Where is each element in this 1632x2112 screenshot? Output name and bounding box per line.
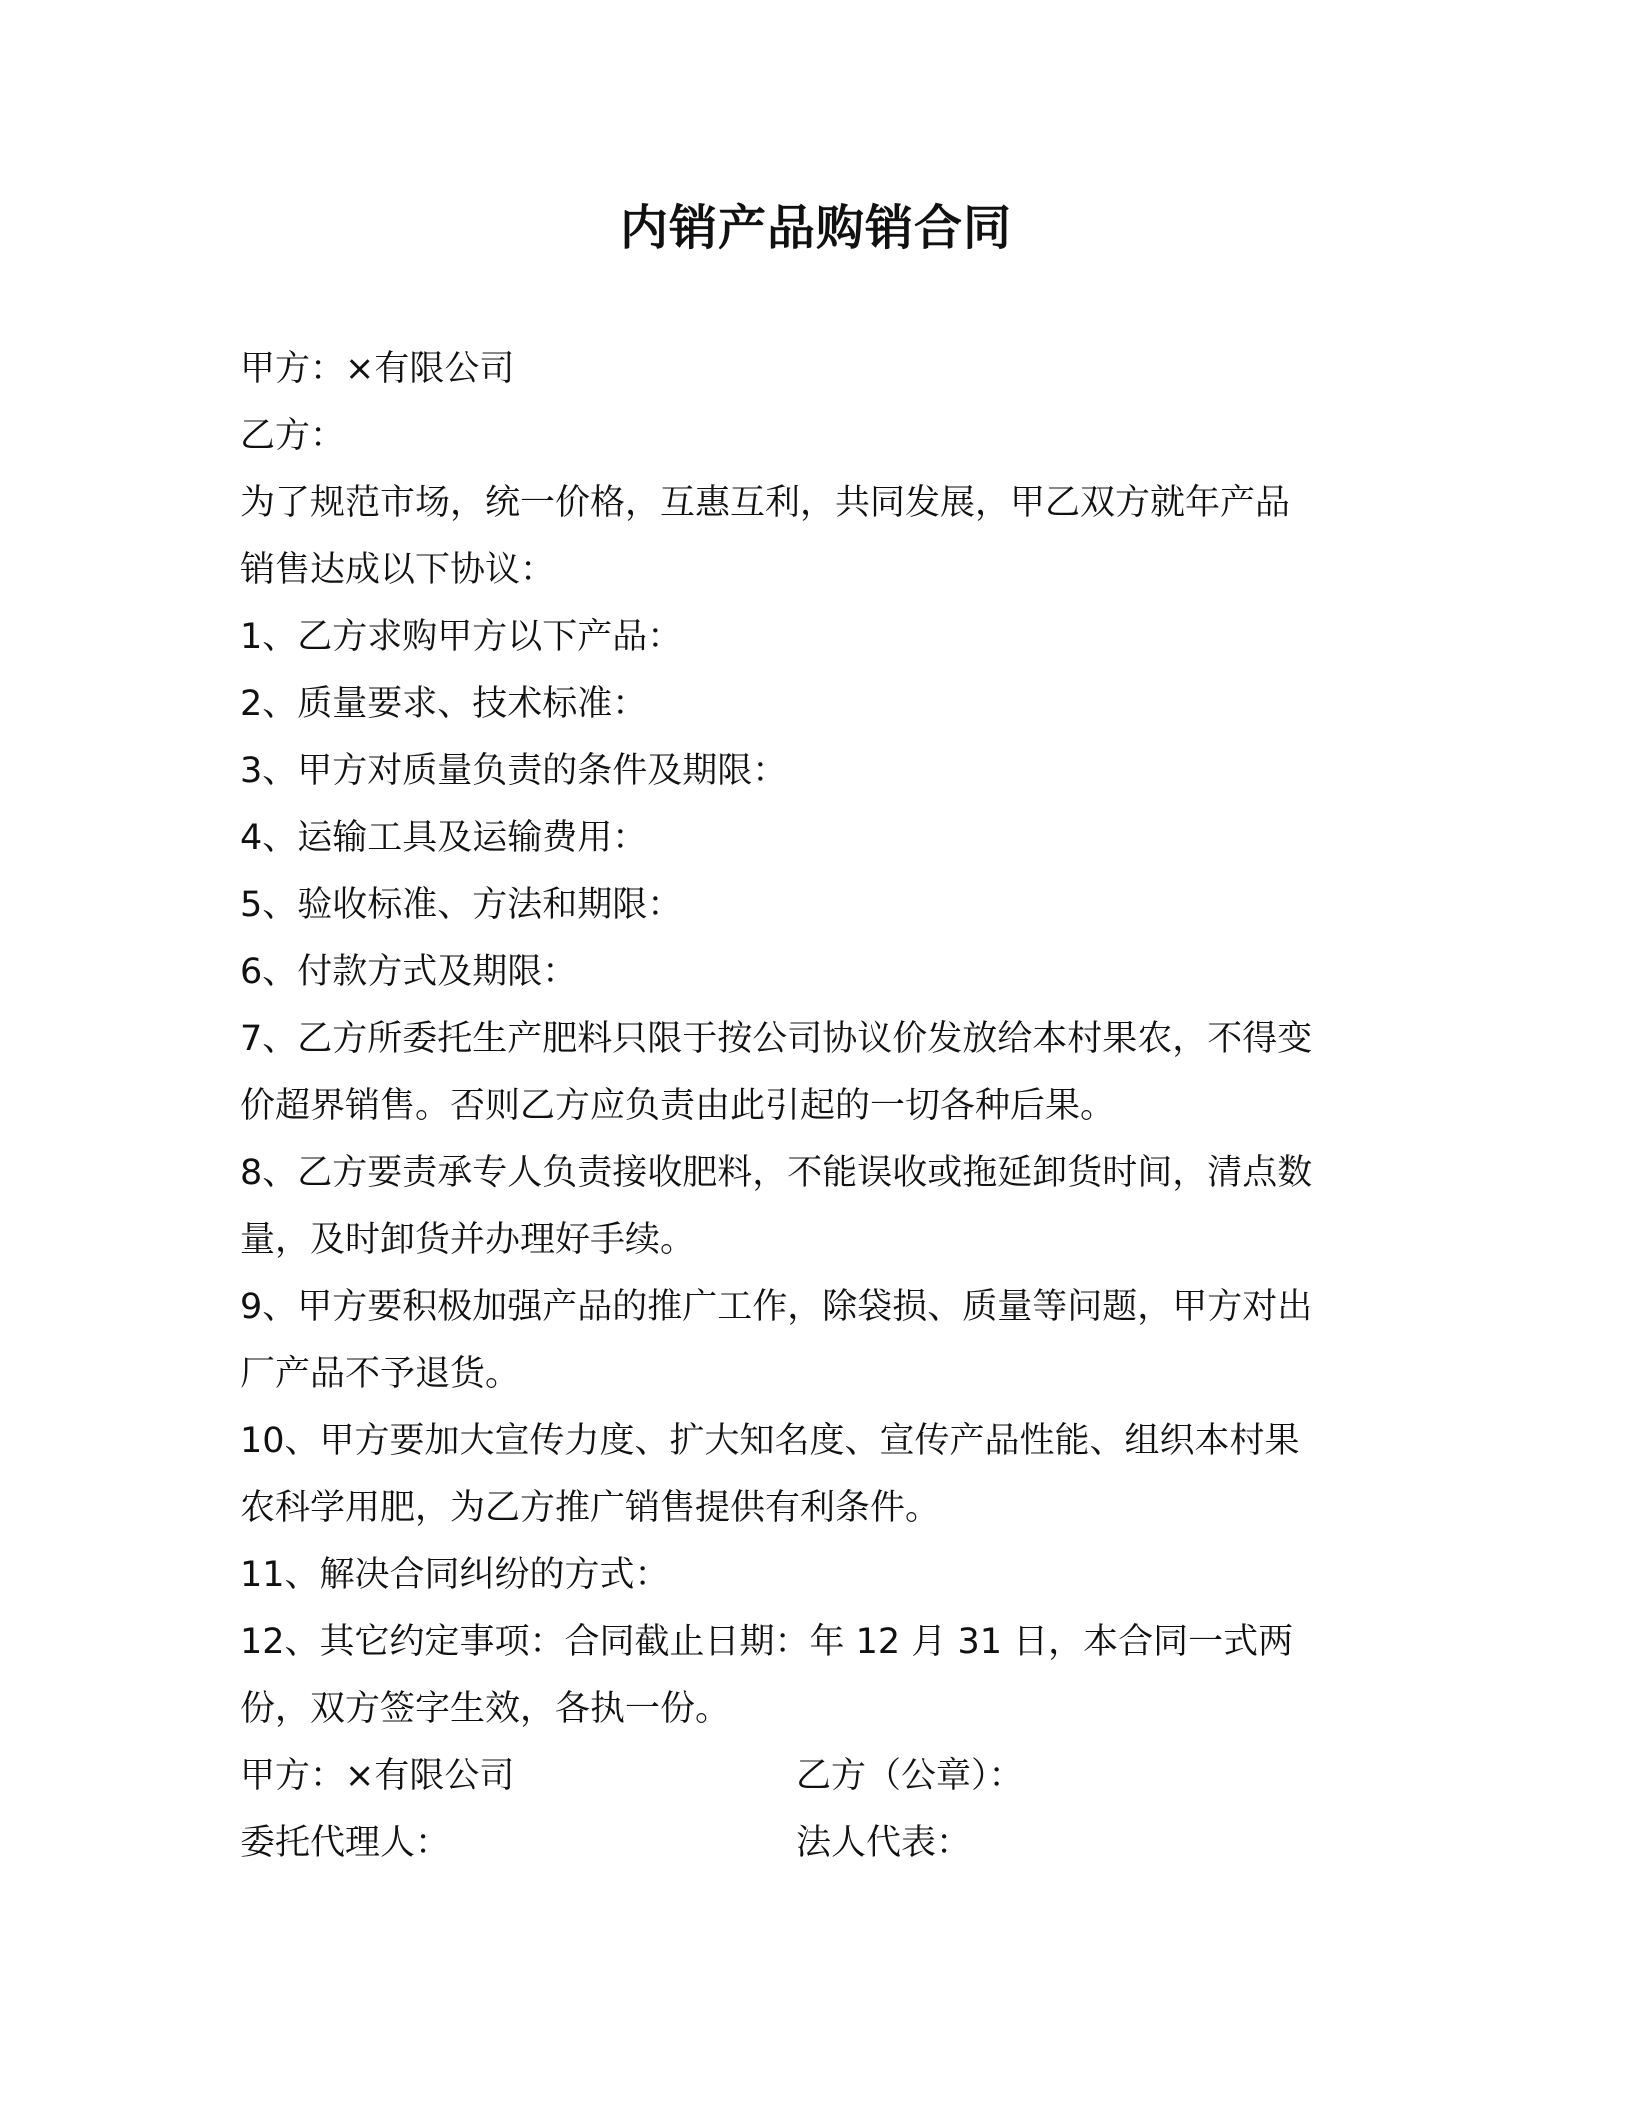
clause-6: 6、付款方式及期限： (240, 952, 578, 992)
party-b-line: 乙方： (240, 416, 346, 456)
clause-10-line-2: 农科学用肥，为乙方推广销售提供有利条件。 (240, 1488, 941, 1528)
intro-line-1: 为了规范市场，统一价格，互惠互利，共同发展，甲乙双方就年产品 (240, 483, 1291, 523)
signature-party-a: 甲方：×有限公司 (240, 1756, 515, 1796)
clause-7-line-2: 价超界销售。否则乙方应负责由此引起的一切各种后果。 (240, 1086, 1116, 1126)
signature-party-b-seal: 乙方（公章）： (796, 1756, 1024, 1796)
clause-4: 4、运输工具及运输费用： (240, 818, 648, 858)
signature-row-1 (240, 1743, 1380, 1810)
clause-12-line-1: 12、其它约定事项：合同截止日期：年 12 月 31 日，本合同一式两 (240, 1622, 1294, 1662)
clause-10-line-1: 10、甲方要加大宣传力度、扩大知名度、宣传产品性能、组织本村果 (240, 1421, 1300, 1461)
signature-legal-rep: 法人代表： (796, 1823, 972, 1863)
party-a-line: 甲方：×有限公司 (240, 349, 515, 389)
clause-3: 3、甲方对质量负责的条件及期限： (240, 751, 788, 791)
clause-9-line-2: 厂产品不予退货。 (240, 1354, 521, 1394)
clause-7-line-1: 7、乙方所委托生产肥料只限于按公司协议价发放给本村果农，不得变 (240, 1019, 1313, 1059)
page-title: 内销产品购销合同 (619, 200, 1012, 256)
clause-1: 1、乙方求购甲方以下产品： (240, 617, 683, 657)
intro-line-2: 销售达成以下协议： (240, 550, 556, 590)
signature-row-2 (240, 1810, 1380, 1877)
signature-agent: 委托代理人： (240, 1823, 451, 1863)
clause-8-line-2: 量，及时卸货并办理好手续。 (240, 1220, 696, 1260)
clause-8-line-1: 8、乙方要责承专人负责接收肥料，不能误收或拖延卸货时间，清点数 (240, 1153, 1313, 1193)
contract-body (240, 336, 1380, 1877)
clause-9-line-1: 9、甲方要积极加强产品的推广工作，除袋损、质量等问题，甲方对出 (240, 1287, 1313, 1327)
clause-11: 11、解决合同纠纷的方式： (240, 1555, 670, 1595)
clause-2: 2、质量要求、技术标准： (240, 684, 648, 724)
clause-5: 5、验收标准、方法和期限： (240, 885, 683, 925)
clause-12-line-2: 份，双方签字生效，各执一份。 (240, 1689, 731, 1729)
